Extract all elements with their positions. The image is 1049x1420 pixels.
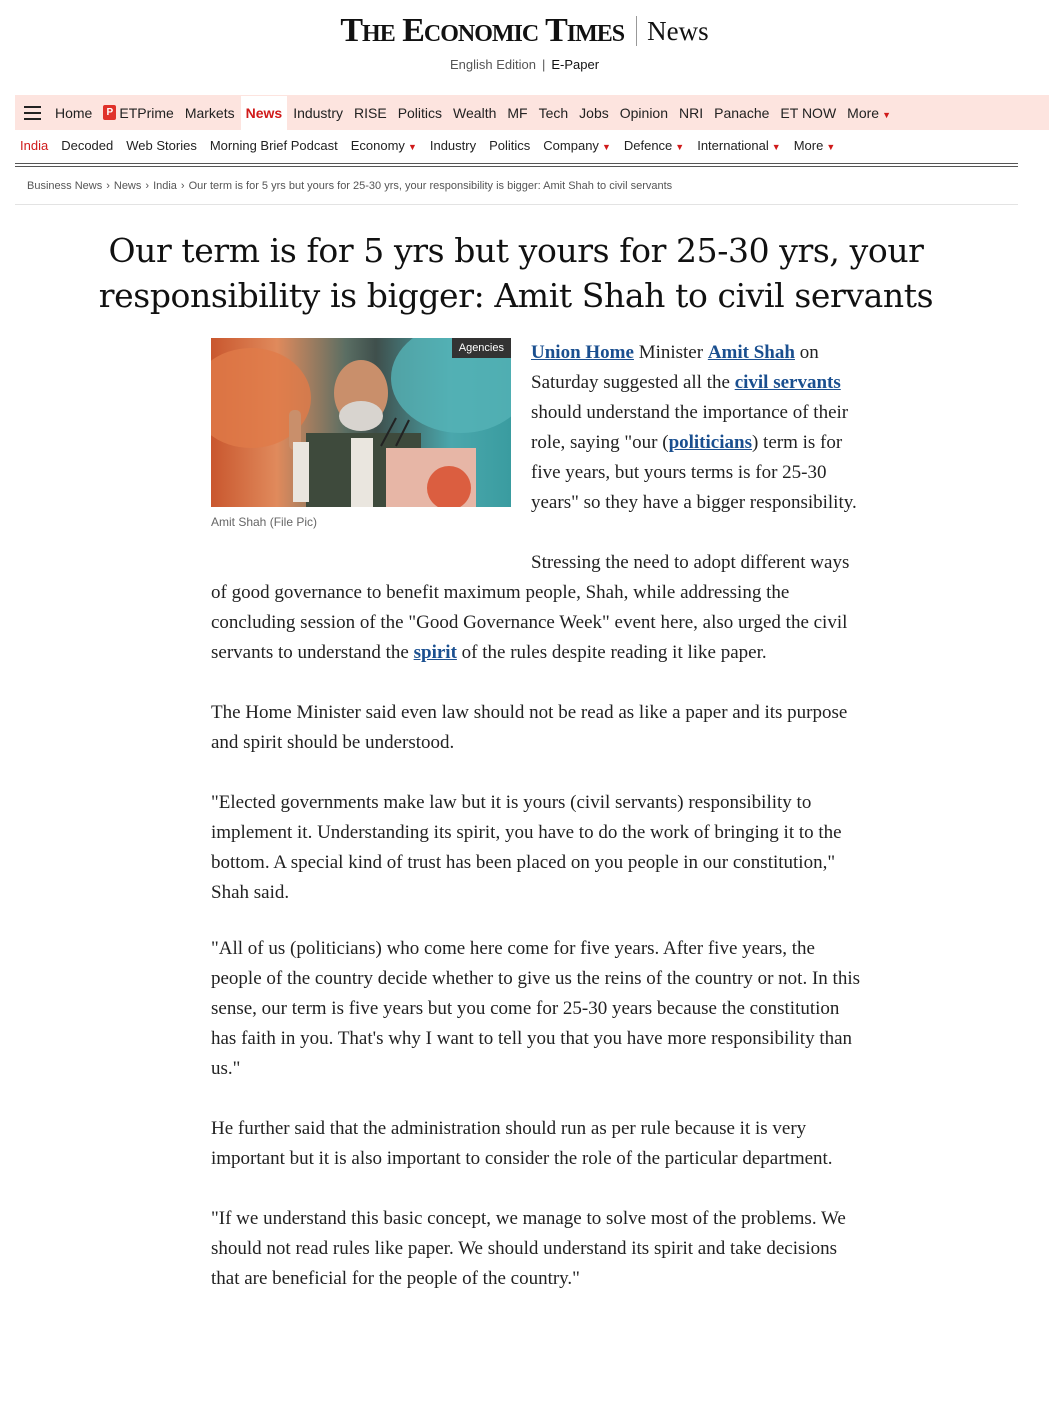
nav-item-wealth[interactable]: Wealth bbox=[453, 104, 497, 121]
nav-item-jobs[interactable]: Jobs bbox=[579, 104, 609, 121]
article-paragraph: Stressing the need to adopt different ways of good governance to benefit maximum people, Shah, while addressing the concluding session of the "Good Governance Week" event here, also urged the civil servants to understand the spirit of the rules despite reading it like paper. bbox=[211, 552, 850, 663]
article-figure bbox=[211, 338, 511, 529]
nav-item-mf[interactable]: MF bbox=[507, 104, 528, 121]
chevron-right-icon: › bbox=[145, 180, 150, 192]
breadcrumb-item[interactable]: News bbox=[113, 180, 142, 192]
caret-down-icon: ▼ bbox=[771, 142, 781, 152]
nav-item-politics[interactable]: Politics bbox=[397, 104, 443, 121]
section-title[interactable]: News bbox=[647, 15, 709, 46]
link-civil-servants[interactable]: civil servants bbox=[734, 372, 841, 393]
subnav-item-decoded[interactable]: Decoded bbox=[61, 138, 114, 153]
article-paragraph: "All of us (politicians) who come here come for five years. After five years, the people of the country decide whether to give us the reins of the country or not. In this sense, our term is five years but you come for 25-30 years because the constitution has faith in you. That's why I want to tell you that you have more responsibility than us." bbox=[211, 938, 860, 1079]
caret-down-icon: ▼ bbox=[675, 142, 685, 152]
nav-item-tech[interactable]: Tech bbox=[538, 104, 569, 121]
edition-selector[interactable]: English Edition bbox=[449, 57, 536, 72]
subnav-item-politics[interactable]: Politics bbox=[489, 138, 531, 153]
secondary-nav bbox=[20, 138, 1020, 153]
link-spirit[interactable]: spirit bbox=[413, 642, 457, 663]
article-paragraph: Union Home Minister Amit Shah on Saturday suggested all the civil servants should understand the importance of their role, saying "our (politicians) term is for five years, but yours terms is for 25-30 years" so they have a bigger responsibility. bbox=[531, 342, 857, 513]
link-politicians[interactable]: politicians bbox=[668, 432, 752, 453]
subnav-item-international[interactable]: International ▼ bbox=[697, 138, 781, 153]
nav-item-label: ETPrime bbox=[119, 104, 174, 121]
subnav-item-economy[interactable]: Economy ▼ bbox=[350, 138, 417, 153]
article-photo[interactable] bbox=[211, 338, 511, 507]
site-logo[interactable]: The Economic Times bbox=[340, 12, 625, 49]
subnav-item-morning-brief[interactable]: Morning Brief Podcast bbox=[209, 138, 338, 153]
article-headline: Our term is for 5 yrs but yours for 25-30 yrs, your responsibility is bigger: Amit Shah to civil servants bbox=[98, 231, 934, 315]
nav-item-etprime[interactable] bbox=[103, 105, 173, 121]
epaper-link[interactable]: E-Paper bbox=[551, 57, 600, 72]
nav-item-more[interactable]: More ▼ bbox=[847, 104, 891, 121]
subnav-item-company[interactable]: Company ▼ bbox=[543, 138, 611, 153]
link-union-home[interactable]: Union Home bbox=[531, 342, 634, 363]
breadcrumb-current: Our term is for 5 yrs but yours for 25-30 yrs, your responsibility is bigger: Amit Shah to civil servants bbox=[188, 180, 673, 192]
article-paragraph: "Elected governments make law but it is yours (civil servants) responsibility to implement it. Understanding its spirit, you have to do the work of bringing it to the bottom. A special kind of trust has been placed on you people in our constitution," Shah said. bbox=[211, 792, 842, 903]
chevron-right-icon: › bbox=[180, 180, 185, 192]
subnav-item-india[interactable]: India bbox=[20, 138, 49, 153]
nav-item-markets[interactable]: Markets bbox=[184, 104, 235, 121]
caret-down-icon: ▼ bbox=[882, 109, 891, 120]
breadcrumb-divider bbox=[15, 204, 1018, 205]
nav-item-home[interactable]: Home bbox=[55, 104, 93, 121]
article-paragraph: "If we understand this basic concept, we manage to solve most of the problems. We should not read rules like paper. We should understand its spirit and take decisions that are beneficial for the people of the country." bbox=[211, 1208, 846, 1289]
article-paragraph: The Home Minister said even law should not be read as like a paper and its purpose and spirit should be understood. bbox=[211, 702, 848, 753]
chevron-right-icon: › bbox=[106, 180, 110, 192]
hamburger-menu-icon[interactable] bbox=[24, 106, 41, 120]
nav-item-industry[interactable]: Industry bbox=[293, 104, 343, 121]
breadcrumb-item[interactable]: Business News bbox=[27, 180, 103, 192]
subnav-item-web-stories[interactable]: Web Stories bbox=[126, 138, 197, 153]
nav-item-et-now[interactable]: ET NOW bbox=[780, 104, 837, 121]
breadcrumb bbox=[27, 180, 672, 192]
caret-down-icon: ▼ bbox=[407, 142, 417, 152]
masthead: The Economic Times News English Edition | E-Paper bbox=[340, 12, 709, 72]
nav-item-opinion[interactable]: Opinion bbox=[619, 104, 669, 121]
subnav-item-industry[interactable]: Industry bbox=[429, 138, 477, 153]
caret-down-icon: ▼ bbox=[601, 142, 611, 152]
nav-item-news[interactable]: News bbox=[241, 96, 288, 130]
nav-item-nri[interactable]: NRI bbox=[679, 104, 704, 121]
image-source-badge: Agencies bbox=[452, 338, 511, 358]
primary-nav bbox=[15, 95, 1049, 130]
caret-down-icon: ▼ bbox=[826, 142, 836, 152]
link-amit-shah[interactable]: Amit Shah bbox=[707, 342, 795, 363]
speaker-illustration bbox=[211, 338, 511, 507]
masthead-divider bbox=[636, 16, 637, 46]
subnav-item-defence[interactable]: Defence ▼ bbox=[623, 138, 685, 153]
subnav-item-more[interactable]: More ▼ bbox=[793, 138, 836, 153]
nav-item-rise[interactable]: RISE bbox=[354, 104, 387, 121]
article-paragraph: He further said that the administration should run as per rule because it is very important but it is also important to consider the role of the particular department. bbox=[211, 1118, 833, 1169]
etprime-logo-icon: P bbox=[103, 105, 116, 120]
image-caption: Amit Shah (File Pic) bbox=[211, 515, 318, 529]
nav-divider bbox=[15, 163, 1018, 167]
nav-item-panache[interactable]: Panache bbox=[714, 104, 770, 121]
breadcrumb-item[interactable]: India bbox=[153, 180, 177, 192]
